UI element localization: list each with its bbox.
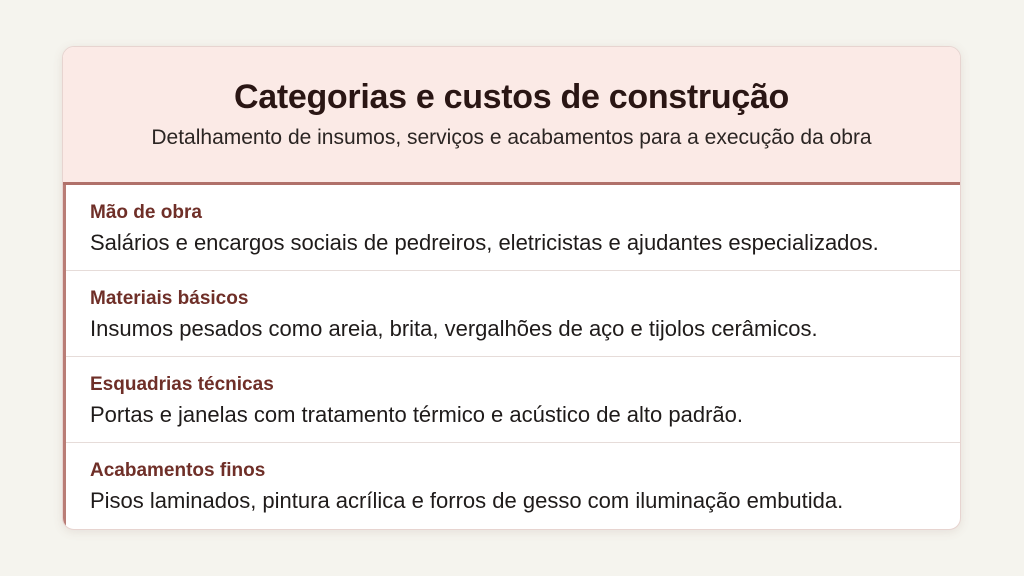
category-description: Pisos laminados, pintura acrílica e forros de gesso com iluminação embutida. [90,488,844,513]
category-description: Salários e encargos sociais de pedreiros, eletricistas e ajudantes especializados. [90,230,879,255]
category-item-mao-de-obra [66,185,960,271]
card-header [63,47,960,185]
page-title: Categorias e custos de construção [233,78,790,116]
page-subtitle: Detalhamento de insumos, serviços e acabamentos para a execução da obra [151,126,872,149]
cost-categories-card [62,46,961,530]
category-item-acabamentos-finos [66,443,960,529]
category-description: Insumos pesados como areia, brita, vergalhões de aço e tijolos cerâmicos. [90,316,818,341]
category-item-esquadrias-tecnicas [66,357,960,443]
category-list [63,185,960,529]
category-item-materiais-basicos [66,271,960,357]
category-title: Mão de obra [90,202,202,223]
category-title: Materiais básicos [90,288,249,309]
category-description: Portas e janelas com tratamento térmico e acústico de alto padrão. [90,402,744,427]
category-title: Esquadrias técnicas [90,374,274,395]
category-title: Acabamentos finos [90,460,266,481]
